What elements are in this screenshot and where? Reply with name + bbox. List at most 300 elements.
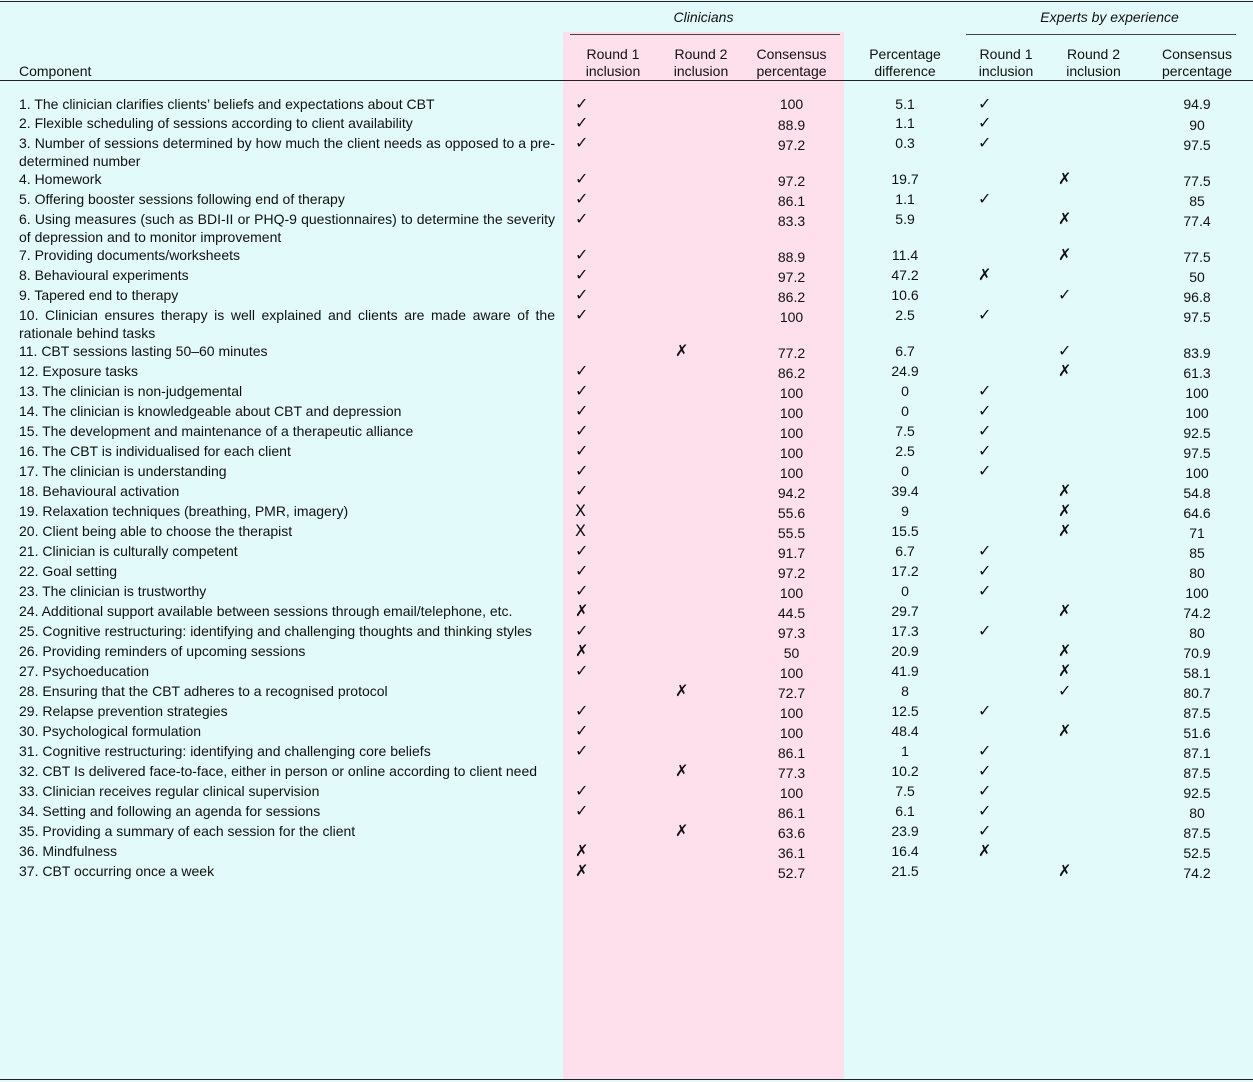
table-row <box>0 842 1253 862</box>
percentage-difference-cell: 8 <box>901 683 909 699</box>
clinicians-consensus-cell: 100 <box>779 785 804 801</box>
clinicians-consensus-cell: 100 <box>779 665 804 681</box>
percentage-difference-cell: 6.7 <box>895 343 915 359</box>
clinicians-round1-cell <box>563 462 663 482</box>
experts-round2-cell <box>1046 782 1141 802</box>
checkmark-icon: ✓ <box>575 133 589 152</box>
experts-round1-cell <box>966 502 1046 522</box>
experts-round1-cell <box>966 422 1046 442</box>
experts-round1-cell <box>966 662 1046 682</box>
component-cell: 18. Behavioural activation <box>19 483 180 499</box>
table-row <box>0 170 1253 190</box>
experts-round1-cell <box>966 542 1046 562</box>
clinicians-consensus-cell: 100 <box>779 705 804 721</box>
experts-round1-cell <box>966 762 1046 782</box>
experts-round2-cell <box>1046 862 1141 882</box>
percentage-difference-cell: 47.2 <box>891 267 919 283</box>
percentage-difference-cell: 1.1 <box>895 115 915 131</box>
cross-icon: X <box>575 501 586 520</box>
experts-round2-cell <box>1046 306 1141 342</box>
clinicians-round1-cell <box>563 722 663 742</box>
cross-icon: ✗ <box>1058 481 1072 500</box>
cross-icon: ✗ <box>1058 361 1072 380</box>
experts-round1-cell <box>966 602 1046 622</box>
table-row <box>0 662 1253 682</box>
table-row <box>0 602 1253 622</box>
experts-round2-cell <box>1046 562 1141 582</box>
experts-round1-cell <box>966 742 1046 762</box>
checkmark-icon: ✓ <box>978 461 992 480</box>
experts-round1-cell <box>966 266 1046 286</box>
experts-round1-cell <box>966 170 1046 190</box>
clinicians-round1-cell <box>563 802 663 822</box>
experts-round1-cell <box>966 822 1046 842</box>
component-cell: 3. Number of sessions determined by how much the client needs as opposed to a pre-determined number <box>19 135 555 169</box>
percentage-difference-cell: 9 <box>901 503 909 519</box>
clinicians-round1-cell <box>563 742 663 762</box>
clinicians-round2-cell <box>663 382 739 402</box>
experts-round2-cell <box>1046 422 1141 442</box>
table-row <box>0 402 1253 422</box>
checkmark-icon: ✓ <box>575 781 589 800</box>
clinicians-consensus-cell: 55.6 <box>777 505 806 521</box>
clinicians-round1-cell <box>563 134 663 170</box>
component-cell: 6. Using measures (such as BDI-II or PHQ-9 questionnaires) to determine the severity of depression and to monitor improvement <box>19 211 555 245</box>
clinicians-round2-cell <box>663 422 739 442</box>
clinicians-round2-cell <box>663 286 739 306</box>
clinicians-round1-cell <box>563 210 663 246</box>
experts-round1-cell <box>966 134 1046 170</box>
experts-consensus-cell: 50 <box>1189 269 1205 285</box>
percentage-difference-cell: 12.5 <box>891 703 919 719</box>
experts-consensus-cell: 83.9 <box>1183 345 1211 361</box>
clinicians-round1-cell <box>563 642 663 662</box>
table-body <box>0 84 1253 882</box>
experts-consensus-cell: 51.6 <box>1183 725 1211 741</box>
clinicians-consensus-cell: 97.3 <box>777 625 806 641</box>
cross-icon: X <box>575 521 586 540</box>
experts-round2-cell <box>1046 502 1141 522</box>
clinicians-round1-cell <box>563 842 663 862</box>
experts-round1-header: Round 1 inclusion <box>978 46 1034 79</box>
cross-icon: ✗ <box>1058 209 1072 228</box>
experts-consensus-cell: 97.5 <box>1183 309 1211 325</box>
experts-consensus-cell: 97.5 <box>1183 137 1211 153</box>
clinicians-round1-cell <box>563 582 663 602</box>
experts-consensus-cell: 70.9 <box>1183 645 1211 661</box>
checkmark-icon: ✓ <box>978 189 992 208</box>
clinicians-round2-cell <box>663 782 739 802</box>
clinicians-round1-cell <box>563 362 663 382</box>
experts-round1-cell <box>966 114 1046 134</box>
experts-consensus-cell: 61.3 <box>1183 365 1211 381</box>
checkmark-icon: ✓ <box>1058 341 1072 360</box>
cross-icon: ✗ <box>675 341 689 360</box>
experts-round2-cell <box>1046 582 1141 602</box>
checkmark-icon: ✓ <box>575 481 589 500</box>
percentage-difference-cell: 48.4 <box>891 723 919 739</box>
experts-round1-cell <box>966 562 1046 582</box>
cross-icon: ✗ <box>1058 861 1072 880</box>
cross-icon: ✗ <box>978 265 992 284</box>
checkmark-icon: ✓ <box>978 113 992 132</box>
clinicians-round2-cell <box>663 802 739 822</box>
clinicians-round2-cell <box>663 482 739 502</box>
clinicians-round2-cell <box>663 542 739 562</box>
clinicians-round2-cell <box>663 306 739 342</box>
clinicians-round2-cell <box>663 266 739 286</box>
component-cell: 13. The clinician is non-judgemental <box>19 383 243 399</box>
experts-consensus-cell: 71 <box>1189 525 1205 541</box>
percentage-difference-cell: 0 <box>901 403 909 419</box>
table-row <box>0 582 1253 602</box>
table-row <box>0 134 1253 170</box>
checkmark-icon: ✓ <box>575 661 589 680</box>
experts-consensus-cell: 52.5 <box>1183 845 1211 861</box>
cross-icon: ✗ <box>1058 661 1072 680</box>
component-cell: 17. The clinician is understanding <box>19 463 227 479</box>
clinicians-round2-cell <box>663 562 739 582</box>
clinicians-round1-cell <box>563 502 663 522</box>
experts-consensus-cell: 100 <box>1185 465 1209 481</box>
experts-round2-cell <box>1046 246 1141 266</box>
experts-consensus-cell: 80 <box>1189 625 1205 641</box>
cross-icon: ✗ <box>1058 721 1072 740</box>
experts-round2-cell <box>1046 722 1141 742</box>
experts-round1-cell <box>966 442 1046 462</box>
percentage-difference-cell: 19.7 <box>891 171 919 187</box>
clinicians-consensus-cell: 94.2 <box>777 485 806 501</box>
checkmark-icon: ✓ <box>575 561 589 580</box>
experts-round2-cell <box>1046 442 1141 462</box>
clinicians-round1-cell <box>563 702 663 722</box>
clinicians-consensus-cell: 88.9 <box>777 249 806 265</box>
clinicians-round1-cell <box>563 862 663 882</box>
percentage-difference-cell: 0 <box>901 463 909 479</box>
clinicians-consensus-cell: 86.1 <box>777 805 806 821</box>
experts-round1-cell <box>966 342 1046 362</box>
checkmark-icon: ✓ <box>1058 681 1072 700</box>
experts-consensus-cell: 58.1 <box>1183 665 1211 681</box>
experts-round1-cell <box>966 462 1046 482</box>
table-row <box>0 266 1253 286</box>
experts-consensus-cell: 54.8 <box>1183 485 1211 501</box>
clinicians-consensus-cell: 88.9 <box>777 117 806 133</box>
percentage-difference-cell: 11.4 <box>891 247 919 263</box>
percentage-difference-cell: 41.9 <box>891 663 919 679</box>
checkmark-icon: ✓ <box>575 381 589 400</box>
experts-consensus-cell: 74.2 <box>1183 605 1211 621</box>
percentage-difference-cell: 20.9 <box>891 643 919 659</box>
table-row <box>0 482 1253 502</box>
checkmark-icon: ✓ <box>978 781 992 800</box>
experts-consensus-cell: 94.9 <box>1183 96 1211 112</box>
experts-consensus-cell: 100 <box>1185 585 1209 601</box>
clinicians-round2-cell <box>663 190 739 210</box>
experts-round2-cell <box>1046 762 1141 782</box>
clinicians-consensus-cell: 72.7 <box>777 685 806 701</box>
percentage-difference-cell: 5.1 <box>895 96 915 112</box>
clinicians-consensus-cell: 86.2 <box>777 365 806 381</box>
experts-round2-cell <box>1046 602 1141 622</box>
experts-round2-cell <box>1046 522 1141 542</box>
clinicians-round2-cell <box>663 662 739 682</box>
checkmark-icon: ✓ <box>978 581 992 600</box>
experts-consensus-cell: 96.8 <box>1183 289 1211 305</box>
cross-icon: ✗ <box>1058 501 1072 520</box>
checkmark-icon: ✓ <box>978 305 992 324</box>
component-cell: 5. Offering booster sessions following end of therapy <box>19 191 345 207</box>
clinicians-round1-cell <box>563 442 663 462</box>
table-row <box>0 822 1253 842</box>
clinicians-round1-cell <box>563 782 663 802</box>
cross-icon: ✗ <box>1058 641 1072 660</box>
percentage-difference-cell: 0 <box>901 583 909 599</box>
cross-icon: ✗ <box>675 761 689 780</box>
clinicians-round1-cell <box>563 402 663 422</box>
experts-round1-cell <box>966 582 1046 602</box>
clinicians-consensus-cell: 63.6 <box>777 825 806 841</box>
checkmark-icon: ✓ <box>575 265 589 284</box>
percentage-difference-cell: 5.9 <box>895 211 915 227</box>
table-row <box>0 210 1253 246</box>
clinicians-round2-cell <box>663 522 739 542</box>
experts-consensus-cell: 87.5 <box>1183 825 1211 841</box>
clinicians-consensus-cell: 97.2 <box>777 137 806 153</box>
checkmark-icon: ✓ <box>575 285 589 304</box>
column-header-row <box>0 34 1253 84</box>
component-cell: 1. The clinician clarifies clients’ beliefs and expectations about CBT <box>19 96 435 112</box>
clinicians-round2-cell <box>663 682 739 702</box>
checkmark-icon: ✓ <box>575 721 589 740</box>
cross-icon: ✗ <box>1058 521 1072 540</box>
experts-round1-cell <box>966 702 1046 722</box>
experts-consensus-cell: 100 <box>1185 385 1209 401</box>
percentage-difference-cell: 6.7 <box>895 543 915 559</box>
component-cell: 16. The CBT is individualised for each client <box>19 443 291 459</box>
checkmark-icon: ✓ <box>978 761 992 780</box>
clinicians-consensus-cell: 86.1 <box>777 745 806 761</box>
percentage-difference-cell: 0.3 <box>895 135 915 151</box>
table-row <box>0 342 1253 362</box>
percentage-difference-cell: 39.4 <box>891 483 919 499</box>
checkmark-icon: ✓ <box>575 441 589 460</box>
component-cell: 29. Relapse prevention strategies <box>19 703 228 719</box>
experts-round1-cell <box>966 190 1046 210</box>
experts-round2-cell <box>1046 802 1141 822</box>
experts-consensus-cell: 80 <box>1189 805 1205 821</box>
experts-round1-cell <box>966 84 1046 114</box>
cross-icon: ✗ <box>1058 169 1072 188</box>
experts-round1-cell <box>966 382 1046 402</box>
component-column-header: Component <box>19 63 92 79</box>
checkmark-icon: ✓ <box>575 245 589 264</box>
clinicians-round1-cell <box>563 822 663 842</box>
clinicians-round2-cell <box>663 822 739 842</box>
experts-round2-cell <box>1046 134 1141 170</box>
experts-round2-cell <box>1046 362 1141 382</box>
component-cell: 19. Relaxation techniques (breathing, PMR, imagery) <box>19 503 349 519</box>
percentage-difference-cell: 2.5 <box>895 307 915 323</box>
experts-consensus-cell: 80 <box>1189 565 1205 581</box>
clinicians-consensus-cell: 97.2 <box>777 565 806 581</box>
percentage-difference-cell: 7.5 <box>895 783 915 799</box>
experts-round2-cell <box>1046 482 1141 502</box>
component-cell: 30. Psychological formulation <box>19 723 202 739</box>
clinicians-round1-cell <box>563 762 663 782</box>
clinicians-round2-cell <box>663 342 739 362</box>
experts-consensus-cell: 85 <box>1189 193 1205 209</box>
checkmark-icon: ✓ <box>978 701 992 720</box>
experts-group-header: Experts by experience <box>1040 9 1179 25</box>
percentage-difference-header: Percentage difference <box>869 46 941 79</box>
clinicians-round1-cell <box>563 306 663 342</box>
table-row <box>0 802 1253 822</box>
clinicians-consensus-cell: 100 <box>779 465 804 481</box>
component-cell: 36. Mindfulness <box>19 843 118 859</box>
checkmark-icon: ✓ <box>1058 285 1072 304</box>
clinicians-group-header: Clinicians <box>673 9 734 25</box>
experts-round2-cell <box>1046 190 1141 210</box>
component-cell: 27. Psychoeducation <box>19 663 149 679</box>
experts-round2-cell <box>1046 702 1141 722</box>
experts-round2-cell <box>1046 542 1141 562</box>
cross-icon: ✗ <box>575 641 589 660</box>
table-row <box>0 682 1253 702</box>
clinicians-consensus-cell: 97.2 <box>777 173 806 189</box>
checkmark-icon: ✓ <box>978 801 992 820</box>
clinicians-consensus-cell: 91.7 <box>777 545 806 561</box>
clinicians-consensus-cell: 77.2 <box>777 345 806 361</box>
clinicians-consensus-cell: 100 <box>779 385 804 401</box>
clinicians-round1-cell <box>563 84 663 114</box>
component-cell: 21. Clinician is culturally competent <box>19 543 238 559</box>
clinicians-round2-cell <box>663 84 739 114</box>
component-cell: 7. Providing documents/worksheets <box>19 247 240 263</box>
clinicians-round1-cell <box>563 482 663 502</box>
experts-round2-cell <box>1046 662 1141 682</box>
clinicians-consensus-cell: 86.2 <box>777 289 806 305</box>
percentage-difference-cell: 0 <box>901 383 909 399</box>
component-cell: 11. CBT sessions lasting 50–60 minutes <box>19 343 268 359</box>
percentage-difference-cell: 29.7 <box>891 603 919 619</box>
experts-consensus-header: Consensus percentage <box>1161 46 1233 79</box>
percentage-difference-cell: 10.6 <box>891 287 919 303</box>
clinicians-round1-cell <box>563 114 663 134</box>
clinicians-consensus-cell: 100 <box>779 425 804 441</box>
experts-consensus-cell: 97.5 <box>1183 445 1211 461</box>
checkmark-icon: ✓ <box>575 701 589 720</box>
cross-icon: ✗ <box>675 821 689 840</box>
table-row <box>0 762 1253 782</box>
component-cell: 14. The clinician is knowledgeable about CBT and depression <box>19 403 402 419</box>
clinicians-round2-cell <box>663 642 739 662</box>
table-row <box>0 362 1253 382</box>
component-cell: 35. Providing a summary of each session for the client <box>19 823 356 839</box>
checkmark-icon: ✓ <box>978 741 992 760</box>
clinicians-round2-cell <box>663 362 739 382</box>
component-cell: 8. Behavioural experiments <box>19 267 189 283</box>
experts-consensus-cell: 74.2 <box>1183 865 1211 881</box>
table-row <box>0 702 1253 722</box>
percentage-difference-cell: 7.5 <box>895 423 915 439</box>
checkmark-icon: ✓ <box>575 94 589 113</box>
clinicians-round2-cell <box>663 402 739 422</box>
experts-round1-cell <box>966 286 1046 306</box>
table-row <box>0 722 1253 742</box>
percentage-difference-cell: 15.5 <box>891 523 919 539</box>
clinicians-consensus-cell: 100 <box>779 405 804 421</box>
clinicians-consensus-cell: 86.1 <box>777 193 806 209</box>
experts-round2-cell <box>1046 170 1141 190</box>
table-row <box>0 462 1253 482</box>
experts-round2-cell <box>1046 382 1141 402</box>
component-cell: 31. Cognitive restructuring: identifying and challenging core beliefs <box>19 743 431 759</box>
clinicians-round1-cell <box>563 286 663 306</box>
checkmark-icon: ✓ <box>575 741 589 760</box>
clinicians-round2-cell <box>663 842 739 862</box>
percentage-difference-cell: 17.3 <box>891 623 919 639</box>
clinicians-round1-cell <box>563 382 663 402</box>
table-row <box>0 622 1253 642</box>
checkmark-icon: ✓ <box>575 541 589 560</box>
component-cell: 10. Clinician ensures therapy is well explained and clients are made aware of the rationale behind tasks <box>19 307 555 341</box>
clinicians-consensus-cell: 55.5 <box>777 525 806 541</box>
component-cell: 2. Flexible scheduling of sessions according to client availability <box>19 115 413 131</box>
experts-consensus-cell: 100 <box>1185 405 1209 421</box>
clinicians-round1-cell <box>563 682 663 702</box>
component-cell: 15. The development and maintenance of a therapeutic alliance <box>19 423 414 439</box>
experts-round2-cell <box>1046 286 1141 306</box>
experts-round2-cell <box>1046 114 1141 134</box>
experts-consensus-cell: 87.5 <box>1183 705 1211 721</box>
cross-icon: ✗ <box>978 841 992 860</box>
experts-round2-cell <box>1046 84 1141 114</box>
clinicians-consensus-cell: 36.1 <box>777 845 806 861</box>
clinicians-consensus-cell: 52.7 <box>777 865 806 881</box>
checkmark-icon: ✓ <box>575 209 589 228</box>
clinicians-round2-cell <box>663 702 739 722</box>
clinicians-round2-cell <box>663 862 739 882</box>
clinicians-round2-cell <box>663 134 739 170</box>
clinicians-consensus-cell: 100 <box>779 445 804 461</box>
percentage-difference-cell: 23.9 <box>891 823 919 839</box>
experts-round2-cell <box>1046 462 1141 482</box>
clinicians-consensus-cell: 97.2 <box>777 269 806 285</box>
clinicians-round1-cell <box>563 266 663 286</box>
clinicians-consensus-header: Consensus percentage <box>756 46 827 79</box>
clinicians-round1-cell <box>563 602 663 622</box>
experts-round2-cell <box>1046 822 1141 842</box>
experts-round2-header: Round 2 inclusion <box>1066 46 1121 79</box>
clinicians-round1-cell <box>563 662 663 682</box>
clinicians-round1-header: Round 1 inclusion <box>585 46 641 79</box>
experts-round1-cell <box>966 306 1046 342</box>
clinicians-consensus-cell: 83.3 <box>777 213 806 229</box>
clinicians-round2-cell <box>663 246 739 266</box>
experts-consensus-cell: 87.1 <box>1183 745 1211 761</box>
clinicians-consensus-cell: 77.3 <box>777 765 806 781</box>
experts-consensus-cell: 80.7 <box>1183 685 1211 701</box>
percentage-difference-cell: 24.9 <box>891 363 919 379</box>
table-row <box>0 442 1253 462</box>
checkmark-icon: ✓ <box>978 421 992 440</box>
clinicians-consensus-cell: 100 <box>779 725 804 741</box>
experts-round1-cell <box>966 642 1046 662</box>
checkmark-icon: ✓ <box>978 821 992 840</box>
clinicians-consensus-cell: 100 <box>779 96 804 112</box>
experts-round1-cell <box>966 682 1046 702</box>
